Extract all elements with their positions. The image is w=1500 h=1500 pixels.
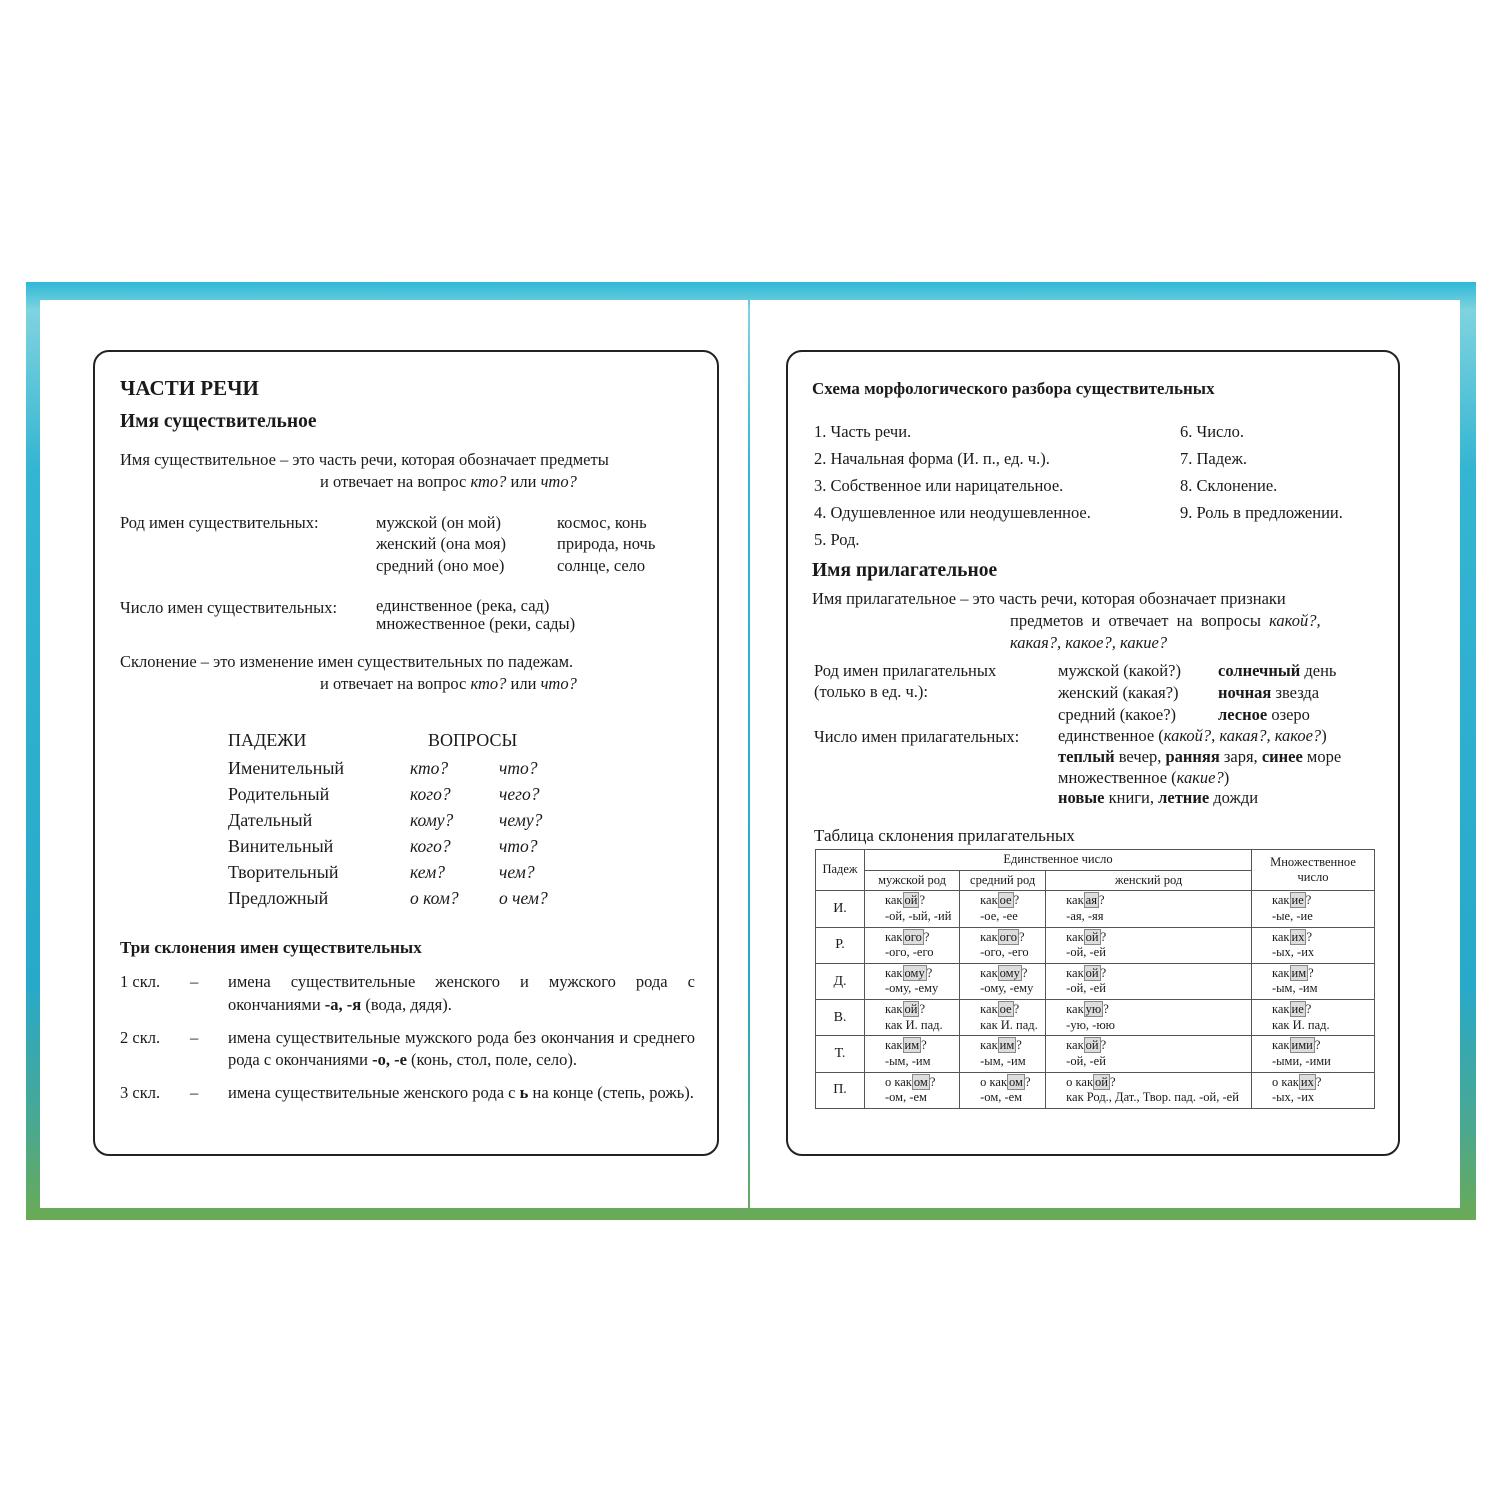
endings: как И. пад. [885,1017,943,1032]
declension-cell: как им ? -ым, -им [960,1036,1046,1072]
case-question-animate: кого? [410,784,451,804]
ending-highlight: ого [904,929,922,944]
table-row [816,1000,1375,1036]
endings: -ой, -ый, -ий [885,908,952,923]
case-name: Творительный [228,862,339,882]
section-title: Имя существительное [120,411,317,432]
declension-description: имена существительные мужского рода без окончания и среднего рода с окончаниями -о, -е (конь, стол, поле, село). [228,1027,695,1070]
ending-highlight: ой [904,1002,918,1016]
endings: -ым, -им [1272,981,1318,996]
declension-cell: о как ой ? как Род., Дат., Твор. пад. -ой, -ей [1046,1072,1252,1108]
adj-gender: женский (какая?) [1058,683,1179,702]
declension-description: имена существительные женского и мужского рода с окончаниями -а, -я (вода, дядя). [228,972,695,1014]
ending-highlight: ому [999,965,1020,980]
ending-highlight: им [1291,965,1307,980]
declension-cell: как ое ? как И. пад. [960,1000,1046,1036]
ending-highlight: их [1291,929,1305,944]
ending-highlight: ой [1085,929,1099,944]
scheme-item: 8. Склонение. [1180,476,1278,495]
declension-cell: как ие ? как И. пад. [1252,1000,1375,1036]
declension-cell: как ого ? -ого, -его [960,927,1046,963]
header-plural: Множественное число [1252,850,1375,891]
declension-cell: как ой ? -ой, -ей [1046,927,1252,963]
case-cell: В. [816,1000,865,1036]
endings: -ому, -ему [980,981,1034,996]
declension-description: имена существительные женского рода с ь на конце (степь, рожь). [228,1083,694,1103]
declension-row [120,971,695,1017]
header-case: Падеж [816,850,865,891]
case-cell: Д. [816,963,865,999]
case-question-inanimate: что? [499,836,538,856]
declension-cell: как их ? -ых, -их [1252,927,1375,963]
ending-highlight: ие [1291,1002,1304,1016]
header-feminine: женский род [1046,870,1252,891]
ending-highlight: ую [1085,1002,1102,1016]
adjective-declension-table [815,849,1375,1109]
declension-cell: как ой ? -ой, -ый, -ий [865,891,960,927]
ending-highlight: им [904,1038,920,1053]
adj-gender: средний (какое?) [1058,705,1177,724]
declension-cell: как ие ? -ые, -ие [1252,891,1375,927]
scheme-item: 6. Число. [1180,422,1244,441]
adjective-definition: Имя прилагательное – это часть речи, которая обозначает признаки [812,589,1286,608]
ending-highlight: ие [1291,893,1304,908]
declension-cell: о как ом ? -ом, -ем [960,1072,1046,1108]
endings: -ой, -ей [1066,1053,1106,1068]
scheme-item: 7. Падеж. [1180,449,1247,468]
endings: -ом, -ем [885,1090,927,1105]
case-question-inanimate: чем? [499,862,535,882]
declension-cell: как ую ? -ую, -юю [1046,1000,1252,1036]
noun-definition: Имя существительное – это часть речи, которая обозначает предметы [120,450,609,469]
endings: -ым, -им [980,1053,1026,1068]
ending-highlight: ой [904,893,918,908]
adj-gender-example: ночная звезда [1218,683,1320,702]
case-question-animate: кем? [410,862,445,882]
scheme-item: 5. Род. [814,530,860,549]
declension-cell: как ому ? -ому, -ему [960,963,1046,999]
ending-highlight: ое [999,1002,1012,1016]
declension-cell: как ими ? -ыми, -ими [1252,1036,1375,1072]
cases-header: ПАДЕЖИ [228,730,307,750]
endings: -ая, -яя [1066,908,1104,923]
ending-highlight: их [1300,1074,1314,1089]
table-row [816,891,1375,927]
declension-definition: Склонение – это изменение имен существительных по падежам. [120,652,574,671]
questions-header: ВОПРОСЫ [428,730,518,750]
three-declensions-title: Три склонения имен существительных [120,938,422,957]
endings: -ого, -его [980,945,1029,960]
declension-label: 2 скл. [120,1027,161,1047]
gender-list: мужской (он мой) женский (она моя) средний (оно мое) [376,513,506,575]
ending-highlight: ой [1095,1074,1108,1089]
case-name: Предложный [228,888,329,908]
page-title: ЧАСТИ РЕЧИ [120,376,259,400]
adjective-definition-3: какая?, какое?, какие? [1010,633,1168,652]
adj-gender: мужской (какой?) [1058,661,1181,680]
endings: -ую, -юю [1066,1017,1115,1032]
table-row [816,1072,1375,1108]
endings: как Род., Дат., Твор. пад. -ой, -ей [1066,1090,1239,1105]
header-masculine: мужской род [865,870,960,891]
endings: -ой, -ей [1066,945,1106,960]
case-cell: И. [816,891,865,927]
ending-highlight: ими [1291,1038,1313,1053]
declension-dash: – [190,972,199,991]
ending-highlight: ого [999,929,1017,944]
case-cell: П. [816,1072,865,1108]
endings: -ых, -их [1272,1090,1315,1105]
ending-highlight: ое [999,893,1012,908]
case-question-inanimate: чего? [499,784,540,804]
case-question-animate: кому? [410,810,454,830]
table-title: Таблица склонения прилагательных [814,826,1075,845]
ending-highlight: ом [1009,1074,1023,1089]
case-cell: Р. [816,927,865,963]
ending-highlight: ой [1085,965,1099,980]
ending-highlight: ому [904,965,925,980]
endings: -ыми, -ими [1272,1053,1331,1068]
endings: -ого, -его [885,945,934,960]
endings: -ое, -ее [980,908,1018,923]
adj-gender-example: солнечный день [1218,661,1337,680]
case-question-inanimate: о чем? [499,888,548,908]
case-question-animate: о ком? [410,888,459,908]
scheme-item: 4. Одушевленное или неодушевленное. [814,503,1091,522]
declension-cell: о как ом ? -ом, -ем [865,1072,960,1108]
scheme-item: 1. Часть речи. [814,422,912,441]
declension-cell: о как их ? -ых, -их [1252,1072,1375,1108]
declension-dash: – [190,1083,199,1103]
case-name: Родительный [228,784,330,804]
ending-highlight: ом [913,1074,928,1089]
gender-examples: космос, конь природа, ночь солнце, село [557,513,656,575]
noun-definition-2: и отвечает на вопрос кто? или что? [320,472,577,491]
endings: -ому, -ему [885,981,939,996]
ending-highlight: ая [1085,893,1097,908]
ending-highlight: им [999,1038,1015,1053]
declension-label: 1 скл. [120,972,161,991]
declension-dash: – [190,1027,199,1047]
case-name: Именительный [228,758,345,778]
gender-label: Род имен существительных: [120,513,319,532]
case-name: Винительный [228,836,334,856]
declension-cell: как ой ? как И. пад. [865,1000,960,1036]
endings: -ой, -ей [1066,981,1106,996]
table-row [816,963,1375,999]
case-name: Дательный [228,810,313,830]
header-singular: Единственное число [865,850,1252,871]
ending-highlight: ой [1085,1038,1099,1053]
endings: -ом, -ем [980,1090,1023,1105]
case-question-inanimate: чему? [499,810,543,830]
case-cell: Т. [816,1036,865,1072]
case-question-inanimate: что? [499,758,538,778]
declension-label: 3 скл. [120,1083,161,1103]
adj-number-label: Число имен прилагательных: [814,727,1020,746]
declension-cell: как ой ? -ой, -ей [1046,1036,1252,1072]
declensions-list [120,971,695,1115]
declension-cell: как ого ? -ого, -его [865,927,960,963]
declension-cell: как им ? -ым, -им [865,1036,960,1072]
declension-cell: как ая ? -ая, -яя [1046,891,1252,927]
declension-cell: как ое ? -ое, -ее [960,891,1046,927]
endings: -ых, -их [1272,945,1315,960]
scheme-title: Схема морфологического разбора существительных [812,379,1215,398]
endings: как И. пад. [980,1017,1038,1032]
declension-row [120,1082,695,1105]
adj-gender-example: лесное озеро [1218,705,1310,724]
declension-cell: как им ? -ым, -им [1252,963,1375,999]
endings: -ые, -ие [1272,908,1313,923]
endings: -ым, -им [885,1053,931,1068]
scheme-item: 2. Начальная форма (И. п., ед. ч.). [814,449,1050,468]
case-question-animate: кто? [410,758,449,778]
declension-cell: как ому ? -ому, -ему [865,963,960,999]
number-label: Число имен существительных: [120,598,338,617]
adjective-definition-2: предметов и отвечает на вопросы какой?, [1010,611,1321,630]
number-list: единственное (река, сад) множественное (реки, сады) [376,596,576,634]
declension-definition-2: и отвечает на вопрос кто? или что? [320,674,577,693]
adjective-title: Имя прилагательное [812,560,998,581]
case-question-animate: кого? [410,836,451,856]
header-neuter: средний род [960,870,1046,891]
declension-cell: как ой ? -ой, -ей [1046,963,1252,999]
scheme-item: 9. Роль в предложении. [1180,503,1343,522]
declension-row [120,1027,695,1073]
endings: как И. пад. [1272,1017,1330,1032]
adj-gender-label: Род имен прилагательных (только в ед. ч.): [814,661,997,702]
table-row [816,1036,1375,1072]
table-row [816,927,1375,963]
adj-number-list: единственное (какой?, какая?, какое?) теплый вечер, ранняя заря, синее море множественное (какие?) новые книги, летние дожди [1058,726,1342,808]
scheme-item: 3. Собственное или нарицательное. [814,476,1064,495]
